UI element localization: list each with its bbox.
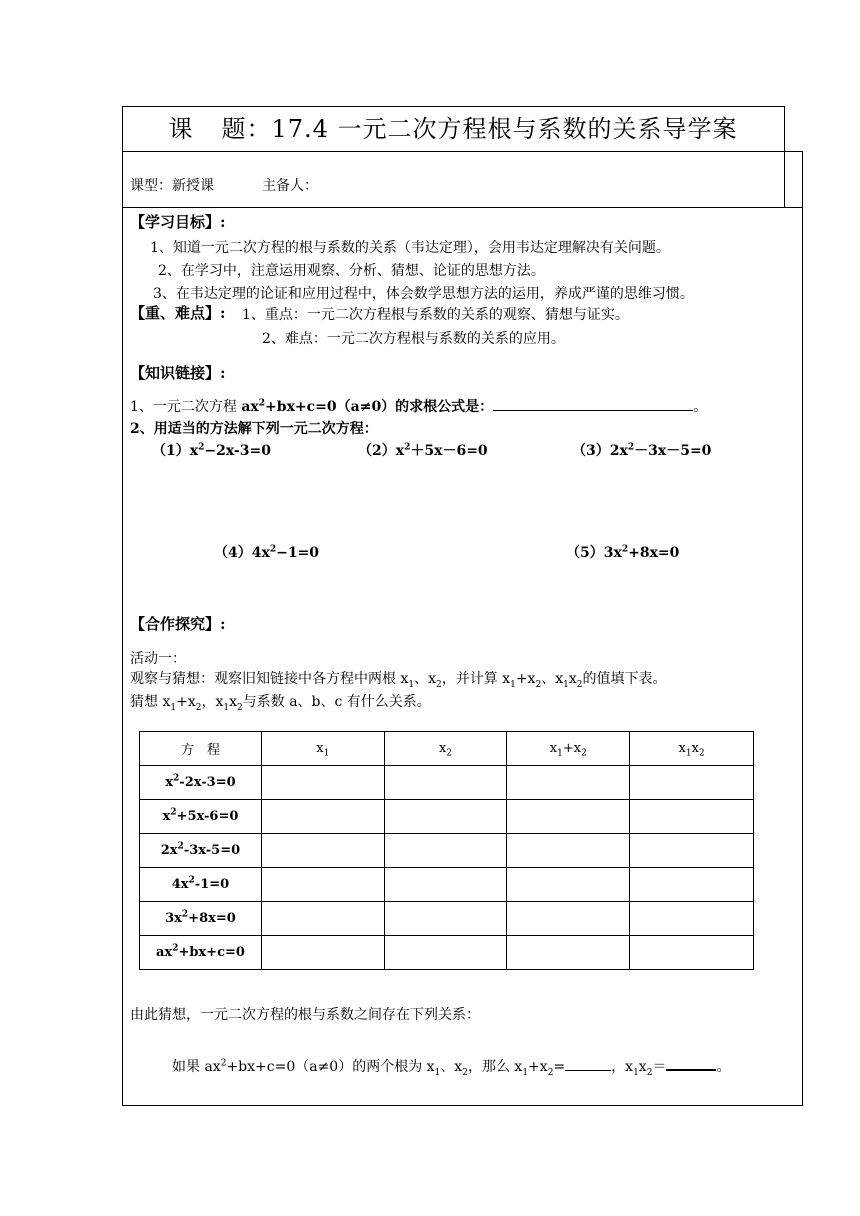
table-header-row	[140, 732, 754, 766]
cell-x2[interactable]	[384, 766, 507, 800]
cell-x1[interactable]	[261, 936, 384, 970]
explore-heading: 【合作探究】:	[130, 615, 226, 633]
formula-blank[interactable]	[493, 396, 693, 411]
equation-2: $(2)x^2+5x-6=0$	[358, 442, 488, 459]
header-x1: $x_1$	[261, 732, 384, 766]
goals-heading: 【学习目标】:	[130, 213, 226, 231]
table-row	[140, 766, 754, 800]
row-equation: $x^2+5x-6=0$	[140, 800, 262, 834]
links-q2: 2、用适当的方法解下列一元二次方程：	[130, 421, 378, 437]
cell-product[interactable]	[630, 766, 754, 800]
table-row	[140, 936, 754, 970]
page-title	[122, 106, 784, 152]
title-label: 课	[168, 115, 194, 143]
activity-label: 活动一：	[130, 651, 186, 667]
cell-sum[interactable]	[507, 902, 630, 936]
frame-bottom-border	[122, 1105, 803, 1106]
cell-product[interactable]	[630, 800, 754, 834]
cell-x2[interactable]	[384, 800, 507, 834]
product-blank[interactable]	[666, 1056, 716, 1071]
cell-product[interactable]	[630, 902, 754, 936]
cell-x2[interactable]	[384, 902, 507, 936]
title-text: 题：17.4 一元二次方程根与系数的关系导学案	[221, 115, 738, 143]
meta-inner-divider	[784, 151, 785, 207]
equation-4: $(4)4x^2-1=0$	[214, 544, 320, 561]
conclusion-statement: 如果 $ax^2+bx+c=0(a\ne 0)$的两个根为 $x_1$、$x_2$，那么 $x_1+x_2=$ ，$x_1x_2=$ 。	[172, 1056, 730, 1076]
row-equation: $x^2-2x-3=0$	[140, 766, 262, 800]
meta-bottom-border	[122, 207, 803, 208]
keypoints-heading: 【重、难点】:	[130, 304, 226, 322]
cell-product[interactable]	[630, 834, 754, 868]
cell-sum[interactable]	[507, 834, 630, 868]
cell-sum[interactable]	[507, 936, 630, 970]
row-equation: $3x^2+8x=0$	[140, 902, 262, 936]
cell-x1[interactable]	[261, 834, 384, 868]
header-sum: $x_1+x_2$	[507, 732, 630, 766]
table-row	[140, 800, 754, 834]
table-row	[140, 902, 754, 936]
links-q1: 1、一元二次方程 $ax^2+bx+c=0(a\ne 0)$的求根公式是： 。	[130, 396, 707, 416]
title-right-border	[784, 106, 785, 152]
table-row	[140, 868, 754, 902]
conclusion-intro: 由此猜想，一元二次方程的根与系数之间存在下列关系：	[130, 1007, 480, 1023]
cell-x2[interactable]	[384, 936, 507, 970]
header-product: $x_1x_2$	[630, 732, 754, 766]
equation-5: $(5)3x^2+8x=0$	[566, 544, 680, 561]
row-equation: $2x^2-3x-5=0$	[140, 834, 262, 868]
difficult-point: 2、难点：一元二次方程根与系数的关系的应用。	[262, 331, 565, 347]
lesson-type: 课型：新授课	[130, 178, 214, 194]
explore-line-1: 观察与猜想：观察旧知链接中各方程中两根 $x_1$、$x_2$，并计算 $x_1+x_2$、$x_1x_2$的值填下表。	[130, 671, 667, 690]
cell-product[interactable]	[630, 936, 754, 970]
cell-sum[interactable]	[507, 766, 630, 800]
row-equation: $4x^2-1=0$	[140, 868, 262, 902]
header-x2: $x_2$	[384, 732, 507, 766]
goal-item-3: 3、在韦达定理的论证和应用过程中，体会数学思想方法的运用，养成严谨的思维习惯。	[153, 286, 694, 302]
cell-x1[interactable]	[261, 800, 384, 834]
goal-item-2: 2、在学习中，注意运用观察、分析、猜想、论证的思想方法。	[158, 263, 545, 279]
goal-item-1: 1、知道一元二次方程的根与系数的关系（韦达定理），会用韦达定理解决有关问题。	[150, 240, 670, 256]
key-point: 1、重点：一元二次方程根与系数的关系的观察、猜想与证实。	[242, 307, 629, 323]
cell-x1[interactable]	[261, 902, 384, 936]
cell-x2[interactable]	[384, 834, 507, 868]
row-equation: $ax^2+bx+c=0$	[140, 936, 262, 970]
lesson-author: 主备人：	[262, 178, 318, 194]
header-equation: 方 程	[140, 732, 262, 766]
cell-sum[interactable]	[507, 868, 630, 902]
frame-right-border	[802, 151, 803, 1106]
cell-x1[interactable]	[261, 868, 384, 902]
frame-left-border	[122, 106, 123, 1106]
roots-table	[139, 731, 754, 970]
equation-3: $(3)2x^2-3x-5=0$	[572, 442, 712, 459]
table-row	[140, 834, 754, 868]
sum-blank[interactable]	[565, 1057, 611, 1071]
cell-x2[interactable]	[384, 868, 507, 902]
cell-x1[interactable]	[261, 766, 384, 800]
equation-1: $(1)x^2-2x-3=0$	[152, 442, 271, 459]
cell-product[interactable]	[630, 868, 754, 902]
cell-sum[interactable]	[507, 800, 630, 834]
links-heading: 【知识链接】:	[130, 364, 226, 382]
explore-line-2: 猜想 $x_1+x_2$，$x_1x_2$与系数 a、b、c 有什么关系。	[130, 694, 431, 713]
